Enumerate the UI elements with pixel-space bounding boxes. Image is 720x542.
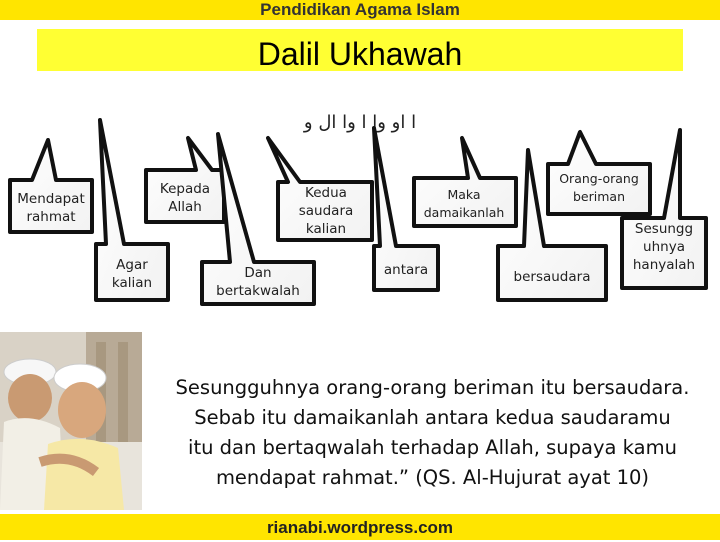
translation-line-4: mendapat rahmat.” (QS. Al-Hujurat ayat 10) [215, 466, 650, 489]
translation-line-2: Sebab itu damaikanlah antara kedua saudaramu [194, 406, 671, 429]
label-kepada-allah: Kepada Allah [159, 181, 211, 215]
header-title: Pendidikan Agama Islam [260, 0, 460, 19]
boys-photo [0, 332, 142, 510]
label-mendapat-rahmat: Mendapat rahmat [17, 191, 85, 225]
label-maka-damaikanlah: Maka damaikanlah [423, 187, 505, 220]
label-dan-bertakwalah: Dan bertakwalah [216, 265, 300, 299]
translation-line-1: Sesungguhnya orang-orang beriman itu bersaudara. [175, 376, 690, 399]
label-sesungguhnya: Sesungg uhnya hanyalah [632, 221, 696, 273]
label-agar-kalian: Agar kalian [111, 257, 153, 291]
translation-text [140, 373, 720, 493]
arabic-verse: ا او وا ا وا ال و [303, 112, 417, 133]
slide-title: Dalil Ukhawah [257, 36, 463, 72]
footer-banner [0, 514, 720, 540]
label-orang-beriman: Orang-orang beriman [559, 171, 639, 204]
footer-site: rianabi.wordpress.com [266, 518, 454, 537]
label-kedua-saudara: Kedua saudara kalian [298, 185, 354, 237]
translation-line-3: itu dan bertaqwalah terhadap Allah, supaya kamu [188, 436, 677, 459]
label-antara: antara [383, 262, 429, 278]
label-bersaudara: bersaudara [513, 269, 591, 285]
